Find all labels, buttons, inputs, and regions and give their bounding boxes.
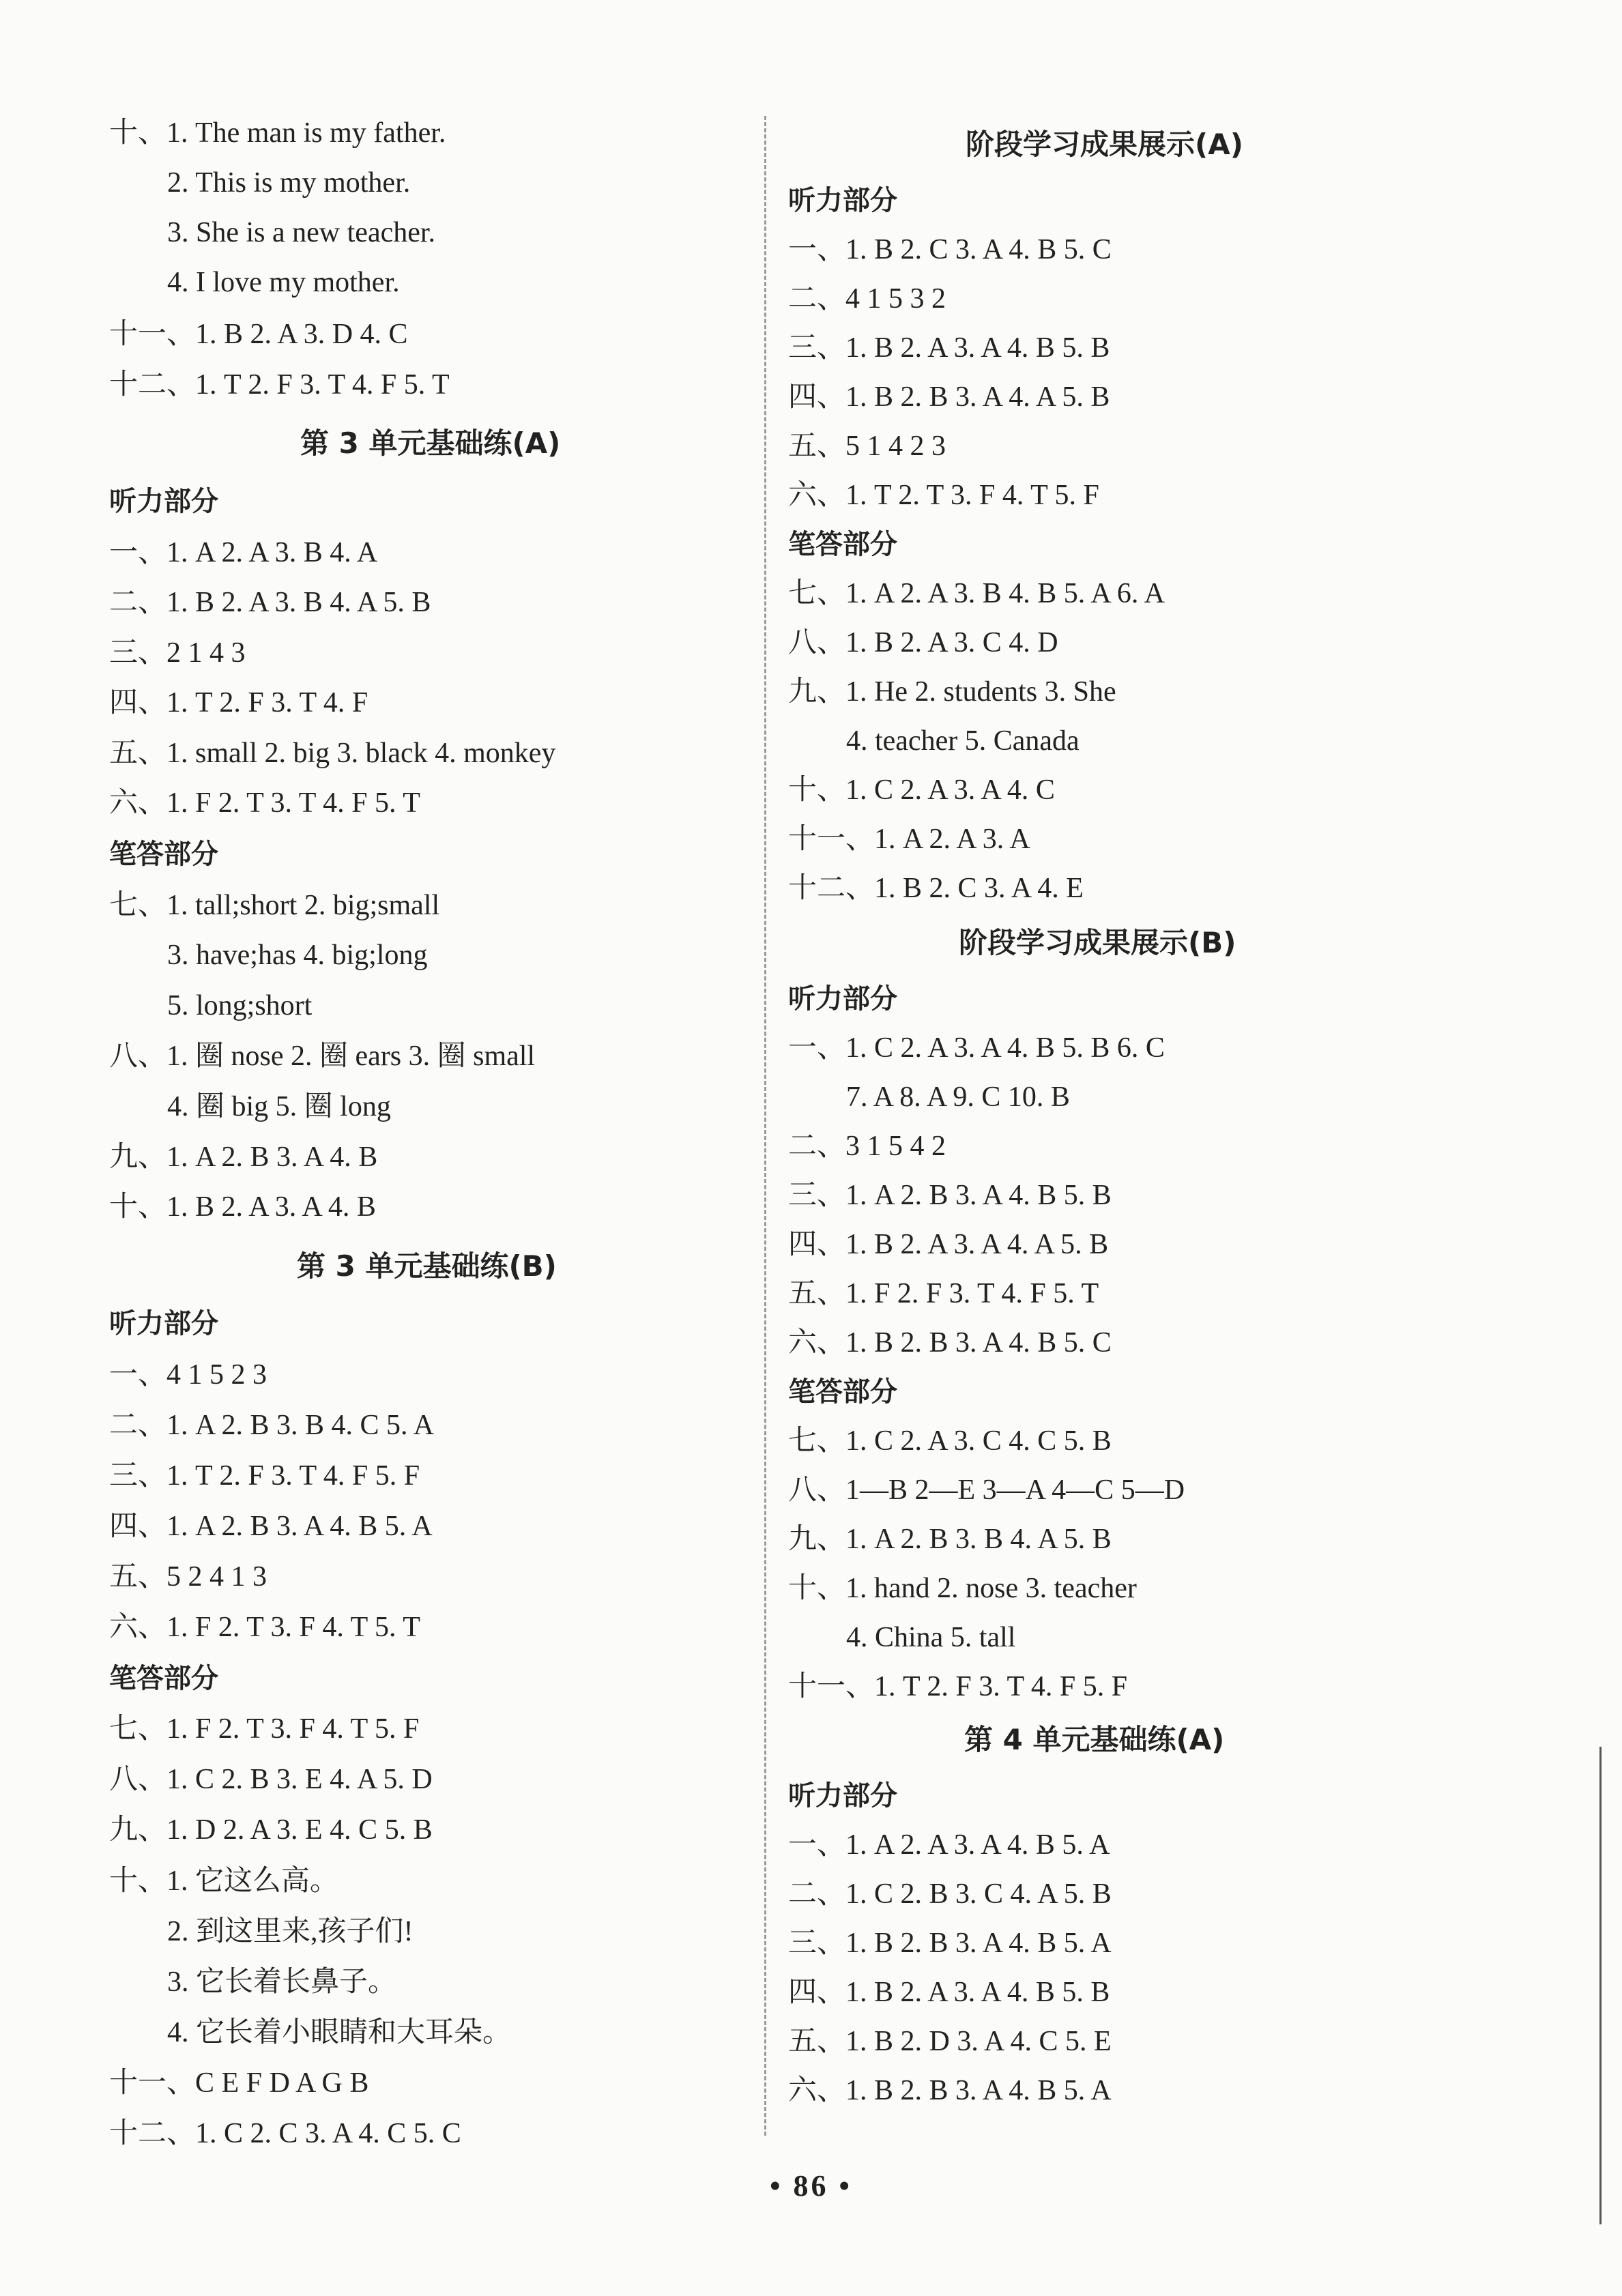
answer-line: 九、1. He 2. students 3. She (788, 676, 1116, 708)
answer-line: 4. 它长着小眼睛和大耳朵。 (167, 2017, 512, 2048)
section-heading: 阶段学习成果展示(B) (959, 926, 1236, 959)
answer-line: 三、1. B 2. B 3. A 4. B 5. A (788, 1928, 1112, 1959)
answer-line: 六、1. B 2. B 3. A 4. B 5. A (788, 2075, 1112, 2106)
answer-line: 一、1. C 2. A 3. A 4. B 5. B 6. C (788, 1032, 1165, 1064)
subsection-heading: 听力部分 (788, 983, 897, 1015)
answer-line: 二、1. B 2. A 3. B 4. A 5. B (109, 587, 431, 618)
answer-line: 4. China 5. tall (846, 1622, 1016, 1653)
answer-line: 一、1. A 2. A 3. A 4. B 5. A (788, 1829, 1110, 1861)
page-edge-line (1599, 1747, 1602, 2224)
answer-line: 3. She is a new teacher. (167, 217, 436, 248)
answer-line: 十一、1. A 2. A 3. A (788, 824, 1030, 855)
answer-line: 六、1. T 2. T 3. F 4. T 5. F (788, 480, 1099, 511)
column-divider (764, 116, 766, 2136)
answer-line: 六、1. F 2. T 3. T 4. F 5. T (109, 787, 420, 819)
answer-line: 九、1. A 2. B 3. B 4. A 5. B (788, 1524, 1112, 1555)
answer-line: 二、4 1 5 3 2 (788, 283, 946, 315)
subsection-heading: 听力部分 (109, 1308, 218, 1339)
subsection-heading: 听力部分 (109, 486, 218, 517)
answer-line: 四、1. B 2. A 3. A 4. B 5. B (788, 1977, 1110, 2008)
answer-line: 十二、1. T 2. F 3. T 4. F 5. T (109, 369, 450, 401)
subsection-heading: 笔答部分 (788, 529, 897, 560)
section-heading: 阶段学习成果展示(A) (966, 128, 1243, 161)
answer-line: 七、1. tall;short 2. big;small (109, 890, 440, 921)
answer-line: 八、1—B 2—E 3—A 4—C 5—D (788, 1474, 1185, 1506)
answer-line: 八、1. C 2. B 3. E 4. A 5. D (109, 1764, 433, 1795)
page-number: • 86 • (770, 2169, 852, 2203)
answer-line: 十二、1. C 2. C 3. A 4. C 5. C (109, 2118, 461, 2149)
answer-line: 十一、1. B 2. A 3. D 4. C (109, 319, 408, 350)
answer-line: 五、1. F 2. F 3. T 4. F 5. T (788, 1278, 1099, 1309)
subsection-heading: 笔答部分 (788, 1376, 897, 1408)
answer-line: 六、1. F 2. T 3. F 4. T 5. T (109, 1612, 420, 1643)
answer-line: 七、1. C 2. A 3. C 4. C 5. B (788, 1425, 1112, 1457)
answer-line: 3. have;has 4. big;long (167, 940, 428, 971)
answer-line: 八、1. B 2. A 3. C 4. D (788, 627, 1058, 658)
answer-line: 十、1. hand 2. nose 3. teacher (788, 1573, 1137, 1604)
answer-line: 四、1. A 2. B 3. A 4. B 5. A (109, 1511, 433, 1542)
answer-line: 5. long;short (167, 990, 313, 1021)
answer-line: 三、1. A 2. B 3. A 4. B 5. B (788, 1180, 1112, 1211)
answer-line: 三、1. B 2. A 3. A 4. B 5. B (788, 332, 1110, 364)
answer-line: 六、1. B 2. B 3. A 4. B 5. C (788, 1327, 1112, 1358)
answer-line: 2. This is my mother. (167, 167, 411, 199)
answer-line: 十、1. C 2. A 3. A 4. C (788, 774, 1055, 806)
answer-line: 五、5 2 4 1 3 (109, 1561, 267, 1593)
answer-line: 十一、C E F D A G B (109, 2067, 369, 2099)
answer-line: 十、1. The man is my father. (109, 117, 446, 149)
answer-line: 三、1. T 2. F 3. T 4. F 5. F (109, 1460, 420, 1492)
subsection-heading: 听力部分 (788, 185, 897, 216)
section-heading: 第 3 单元基础练(A) (300, 426, 561, 460)
answer-line: 五、5 1 4 2 3 (788, 431, 946, 462)
answer-line: 七、1. A 2. A 3. B 4. B 5. A 6. A (788, 578, 1165, 609)
answer-line: 五、1. small 2. big 3. black 4. monkey (109, 738, 556, 769)
answer-line: 十一、1. T 2. F 3. T 4. F 5. F (788, 1671, 1128, 1702)
answer-line: 五、1. B 2. D 3. A 4. C 5. E (788, 2026, 1112, 2057)
subsection-heading: 听力部分 (788, 1780, 897, 1812)
answer-line: 十、1. 它这么高。 (109, 1865, 339, 1897)
answer-line: 3. 它长着长鼻子。 (167, 1966, 397, 1998)
answer-line: 7. A 8. A 9. C 10. B (846, 1081, 1070, 1113)
answer-line: 十、1. B 2. A 3. A 4. B (109, 1191, 376, 1223)
answer-line: 4. I love my mother. (167, 267, 400, 298)
answer-line: 4. 圈 big 5. 圈 long (167, 1091, 391, 1122)
answer-line: 2. 到这里来,孩子们! (167, 1916, 414, 1947)
answer-line: 一、1. A 2. A 3. B 4. A (109, 537, 378, 568)
answer-line: 二、1. C 2. B 3. C 4. A 5. B (788, 1878, 1112, 1910)
answer-line: 九、1. A 2. B 3. A 4. B (109, 1142, 378, 1173)
section-heading: 第 4 单元基础练(A) (964, 1723, 1225, 1756)
subsection-heading: 笔答部分 (109, 839, 218, 870)
answer-line: 四、1. T 2. F 3. T 4. F (109, 687, 368, 718)
answer-line: 4. teacher 5. Canada (846, 725, 1080, 757)
answer-line: 四、1. B 2. A 3. A 4. A 5. B (788, 1229, 1109, 1260)
answer-line: 十二、1. B 2. C 3. A 4. E (788, 873, 1084, 904)
answer-line: 九、1. D 2. A 3. E 4. C 5. B (109, 1814, 433, 1846)
answer-line: 七、1. F 2. T 3. F 4. T 5. F (109, 1713, 420, 1745)
answer-line: 二、1. A 2. B 3. B 4. C 5. A (109, 1410, 435, 1441)
answer-line: 四、1. B 2. B 3. A 4. A 5. B (788, 381, 1110, 413)
answer-line: 一、4 1 5 2 3 (109, 1359, 267, 1391)
answer-line: 二、3 1 5 4 2 (788, 1131, 946, 1162)
section-heading: 第 3 单元基础练(B) (297, 1249, 557, 1283)
answer-line: 一、1. B 2. C 3. A 4. B 5. C (788, 234, 1112, 265)
subsection-heading: 笔答部分 (109, 1663, 218, 1694)
answer-line: 八、1. 圈 nose 2. 圈 ears 3. 圈 small (109, 1041, 536, 1072)
answer-line: 三、2 1 4 3 (109, 637, 246, 669)
